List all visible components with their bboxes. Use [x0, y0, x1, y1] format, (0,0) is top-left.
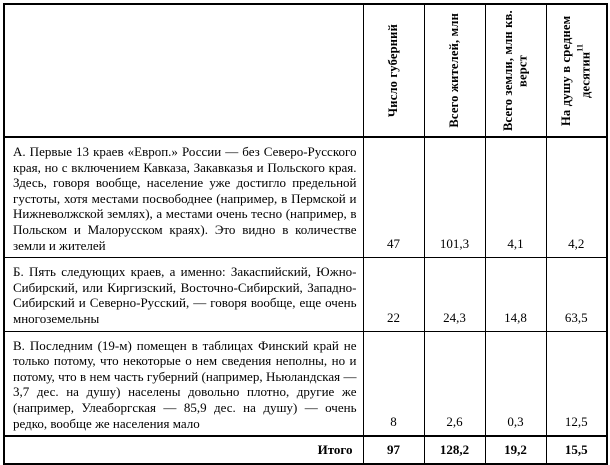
total-provinces: 97: [363, 436, 424, 464]
row-a-land: 4,1: [485, 137, 546, 258]
header-label: На душу в среднем десятин: [559, 15, 593, 126]
header-label: Всего жителей, млн: [447, 13, 462, 128]
table-row-a: [4, 137, 607, 258]
row-b-land: 14,8: [485, 258, 546, 331]
row-c-land: 0,3: [485, 331, 546, 436]
row-b-inhabitants: 24,3: [424, 258, 485, 331]
row-a-inhabitants: 101,3: [424, 137, 485, 258]
header-total-inhabitants: [424, 4, 485, 137]
header-empty-cell: [4, 4, 363, 137]
total-row: [4, 436, 607, 464]
statistics-table: [3, 3, 608, 465]
footnote-marker: 11: [575, 43, 585, 52]
total-label: Итого: [4, 436, 363, 464]
header-label: Число губерний: [386, 23, 401, 118]
header-per-capita: [546, 4, 607, 137]
total-inhabitants: 128,2: [424, 436, 485, 464]
row-b-per-capita: 63,5: [546, 258, 607, 331]
row-a-per-capita: 4,2: [546, 137, 607, 258]
row-a-description: А. Первые 13 краев «Европ.» России — без Северо-Русского края, но с включением Кавказа, Закавказья и Польского края. Здесь, говоря вообще, население уже достигло предельной густоты, хотя местами посвободнее (например, в Пермской и Нижневолжской землях), а местами очень тесно (например, в Польском и Малорусском краях). Это видно в количестве земли и жителей: [4, 137, 363, 258]
table-row-c: [4, 331, 607, 436]
row-a-provinces: 47: [363, 137, 424, 258]
header-provinces-count: [363, 4, 424, 137]
row-b-provinces: 22: [363, 258, 424, 331]
row-b-description: Б. Пять следующих краев, а именно: Закаспийский, Южно-Сибирский, или Киргизский, Восточно-Сибирский, Западно-Сибирский и Северно-Русский, — говоря вообще, еще очень многоземельны: [4, 258, 363, 331]
total-land: 19,2: [485, 436, 546, 464]
row-c-per-capita: 12,5: [546, 331, 607, 436]
table-row-b: [4, 258, 607, 331]
row-c-description: В. Последним (19-м) помещен в таблицах Финский край не только потому, что некоторые о нем сведения неполны, но и потому, что в нем часть губерний (например, Ньюландская — 3,7 дес. на душу) населены довольно плотно, другие же (например, Улеаборгская — 85,9 дес. на душу) — очень редко, вообще же населения мало: [4, 331, 363, 436]
header-label: Всего земли, млн кв. верст: [501, 10, 530, 131]
header-row: [4, 4, 607, 137]
header-total-land: [485, 4, 546, 137]
total-per-capita: 15,5: [546, 436, 607, 464]
row-c-provinces: 8: [363, 331, 424, 436]
row-c-inhabitants: 2,6: [424, 331, 485, 436]
